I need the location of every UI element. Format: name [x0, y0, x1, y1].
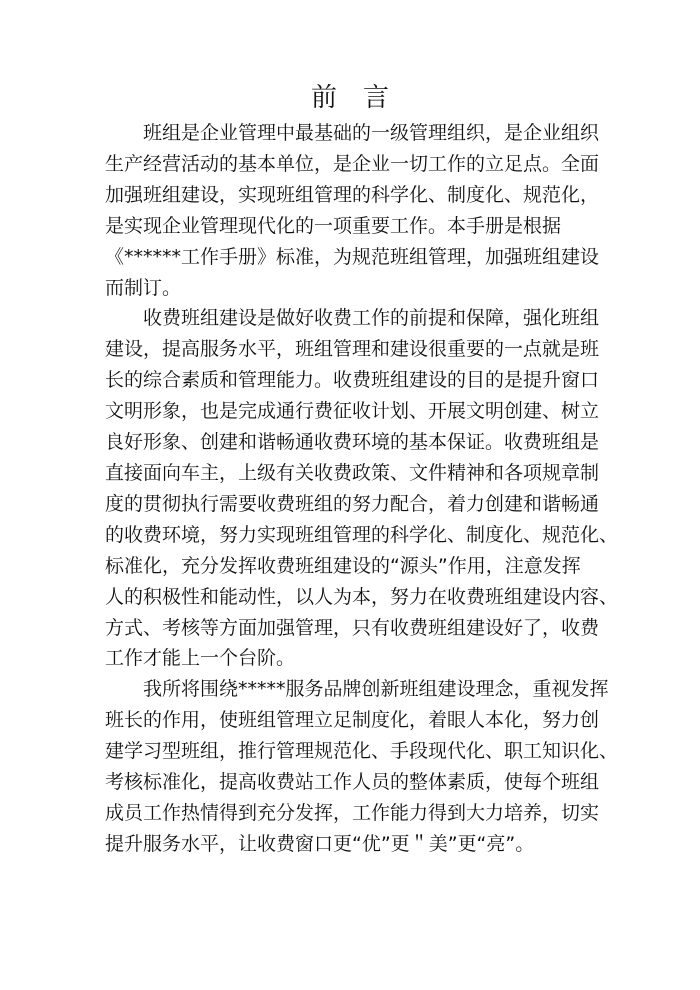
paragraph-line: 的收费环境，努力实现班组管理的科学化、制度化、规范化、 — [105, 523, 619, 546]
paragraph-line: 我所将围绕*****服务品牌创新班组建设理念，重视发挥 — [143, 678, 609, 701]
paragraph-line: 收费班组建设是做好收费工作的前提和保障，强化班组 — [143, 307, 600, 330]
paragraph-line: 良好形象、创建和谐畅通收费环境的基本保证。收费班组是 — [105, 431, 600, 454]
title-char-2: 言 — [363, 83, 390, 113]
paragraph-line: 工作才能上一个台阶。 — [105, 647, 296, 670]
paragraph-line: 班长的作用，使班组管理立足制度化，着眼人本化，努力创 — [105, 709, 600, 732]
paragraph-line: 度的贯彻执行需要收费班组的努力配合，着力创建和谐畅通 — [105, 492, 600, 515]
paragraph-line: 人的积极性和能动性，以人为本，努力在收费班组建设内容、 — [105, 585, 619, 608]
paragraph-line: 班组是企业管理中最基础的一级管理组织，是企业组织 — [143, 122, 600, 144]
page-title — [0, 78, 700, 118]
paragraph-line: 直接面向车主，上级有关收费政策、文件精神和各项规章制 — [105, 461, 600, 484]
paragraph-line: 而制订。 — [105, 276, 182, 299]
paragraph-line: 文明形象，也是完成通行费征收计划、开展文明创建、树立 — [105, 400, 600, 423]
paragraph-line: 建设，提高服务水平，班组管理和建设很重要的一点就是班 — [105, 338, 600, 361]
paragraph-2 — [105, 303, 619, 674]
paragraph-line: 长的综合素质和管理能力。收费班组建设的目的是提升窗口 — [105, 369, 600, 392]
paragraph-line: 是实现企业管理现代化的一项重要工作。本手册是根据 — [105, 214, 562, 237]
paragraph-line: 建学习型班组，推行管理规范化、手段现代化、职工知识化、 — [105, 740, 619, 763]
paragraph-line: 方式、考核等方面加强管理，只有收费班组建设好了，收费 — [105, 616, 600, 639]
paragraph-line: 《******工作手册》标准，为规范班组管理，加强班组建设 — [105, 245, 600, 268]
paragraph-line: 成员工作热情得到充分发挥，工作能力得到大力培养，切实 — [105, 801, 600, 824]
title-char-1: 前 — [310, 83, 337, 113]
document-body — [105, 118, 619, 860]
paragraph-line: 加强班组建设，实现班组管理的科学化、制度化、规范化， — [105, 183, 600, 206]
paragraph-3 — [105, 674, 619, 859]
paragraph-line: 标准化，充分发挥收费班组建设的“源头”作用，注意发挥 — [105, 554, 581, 577]
paragraph-line: 考核标准化，提高收费站工作人员的整体素质，使每个班组 — [105, 771, 600, 794]
paragraph-1 — [105, 118, 603, 303]
paragraph-line: 生产经营活动的基本单位，是企业一切工作的立足点。全面 — [105, 152, 600, 175]
paragraph-line: 提升服务水平，让收费窗口更“优”更＂美”更“亮”。 — [105, 832, 535, 855]
